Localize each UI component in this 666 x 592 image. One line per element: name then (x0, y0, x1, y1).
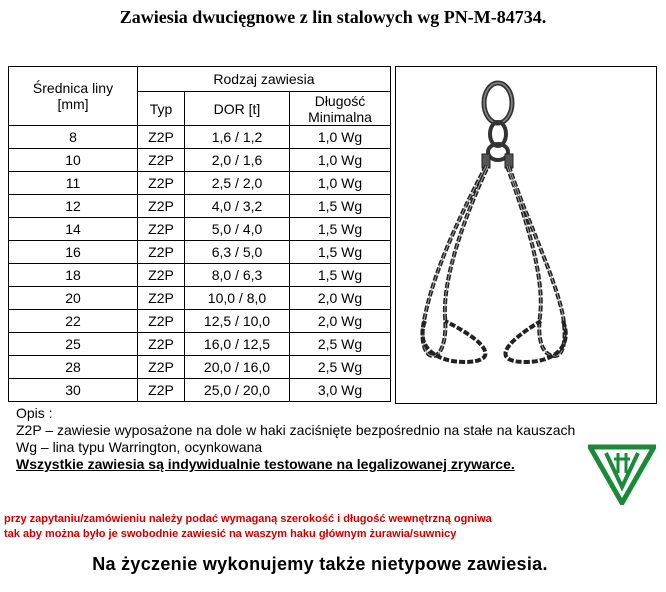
header-type: Typ (138, 92, 185, 126)
diameter-cell: 30 (9, 379, 138, 402)
type-cell: Z2P (138, 195, 185, 218)
header-length-line1: Długość (314, 92, 366, 109)
diameter-cell: 28 (9, 356, 138, 379)
length-cell: 2,5 Wg (290, 356, 391, 379)
length-cell: 2,0 Wg (290, 287, 391, 310)
type-cell: Z2P (138, 264, 185, 287)
description-label: Opis : (16, 405, 53, 421)
header-diameter (9, 67, 138, 126)
diameter-cell: 11 (9, 172, 138, 195)
table-row (9, 172, 391, 195)
sling-spec-table (8, 66, 391, 402)
diameter-cell: 20 (9, 287, 138, 310)
table-row (9, 379, 391, 402)
table-row (9, 264, 391, 287)
header-length (290, 92, 391, 126)
header-diameter-line2: [mm] (57, 96, 89, 112)
diameter-cell: 14 (9, 218, 138, 241)
table-row (9, 310, 391, 333)
type-cell: Z2P (138, 172, 185, 195)
type-cell: Z2P (138, 333, 185, 356)
length-cell: 1,0 Wg (290, 149, 391, 172)
order-note-line1: przy zapytaniu/zamówieniu należy podać wymaganą szerokość i długość wewnętrzną ogniwa (4, 513, 492, 525)
dor-cell: 4,0 / 3,2 (185, 195, 290, 218)
length-cell: 2,5 Wg (290, 333, 391, 356)
company-logo-icon (588, 443, 656, 505)
diameter-cell: 25 (9, 333, 138, 356)
table-row (9, 333, 391, 356)
dor-cell: 5,0 / 4,0 (185, 218, 290, 241)
type-cell: Z2P (138, 218, 185, 241)
diameter-cell: 18 (9, 264, 138, 287)
length-cell: 1,5 Wg (290, 241, 391, 264)
length-cell: 1,5 Wg (290, 264, 391, 287)
type-cell: Z2P (138, 356, 185, 379)
dor-cell: 25,0 / 20,0 (185, 379, 290, 402)
description-block (16, 405, 596, 473)
header-length-line2: Minimalna (308, 108, 372, 125)
length-cell: 1,5 Wg (290, 195, 391, 218)
diameter-cell: 16 (9, 241, 138, 264)
dor-cell: 10,0 / 8,0 (185, 287, 290, 310)
table-row (9, 241, 391, 264)
description-z2p: Z2P – zawiesie wyposażone na dole w haki zaciśnięte bezpośrednio na stałe na kauszach (16, 422, 576, 438)
order-note (4, 512, 644, 542)
length-cell: 2,0 Wg (290, 310, 391, 333)
page-title: Zawiesia dwucięgnowe z lin stalowych wg PN-M-84734. (119, 7, 547, 27)
table-row (9, 218, 391, 241)
dor-cell: 20,0 / 16,0 (185, 356, 290, 379)
diameter-cell: 8 (9, 126, 138, 149)
table-row (9, 126, 391, 149)
dor-cell: 8,0 / 6,3 (185, 264, 290, 287)
diameter-cell: 22 (9, 310, 138, 333)
type-cell: Z2P (138, 149, 185, 172)
table-row (9, 149, 391, 172)
dor-cell: 6,3 / 5,0 (185, 241, 290, 264)
dor-cell: 16,0 / 12,5 (185, 333, 290, 356)
dor-cell: 2,5 / 2,0 (185, 172, 290, 195)
dor-cell: 1,6 / 1,2 (185, 126, 290, 149)
description-testing: Wszystkie zawiesia są indywidualnie testowane na legalizowanej zrywarce. (16, 456, 515, 472)
order-note-line2: tak aby można było je swobodnie zawiesić na waszym haku głównym żurawia/suwnicy (4, 528, 457, 540)
diameter-cell: 12 (9, 195, 138, 218)
length-cell: 1,5 Wg (290, 218, 391, 241)
length-cell: 1,0 Wg (290, 172, 391, 195)
header-diameter-line1: Średnica liny (32, 80, 114, 96)
header-dor: DOR [t] (185, 92, 290, 126)
type-cell: Z2P (138, 379, 185, 402)
type-cell: Z2P (138, 126, 185, 149)
table-row (9, 356, 391, 379)
length-cell: 1,0 Wg (290, 126, 391, 149)
table-row (9, 195, 391, 218)
type-cell: Z2P (138, 310, 185, 333)
length-cell: 3,0 Wg (290, 379, 391, 402)
custom-slings-note: Na życzenie wykonujemy także nietypowe zawiesia. (92, 554, 548, 574)
type-cell: Z2P (138, 241, 185, 264)
dor-cell: 12,5 / 10,0 (185, 310, 290, 333)
diameter-cell: 10 (9, 149, 138, 172)
table-row (9, 287, 391, 310)
dor-cell: 2,0 / 1,6 (185, 149, 290, 172)
header-sling-kind: Rodzaj zawiesia (138, 67, 391, 92)
type-cell: Z2P (138, 287, 185, 310)
description-wg: Wg – lina typu Warrington, ocynkowana (16, 439, 263, 455)
two-leg-wire-rope-sling-icon (395, 66, 657, 404)
